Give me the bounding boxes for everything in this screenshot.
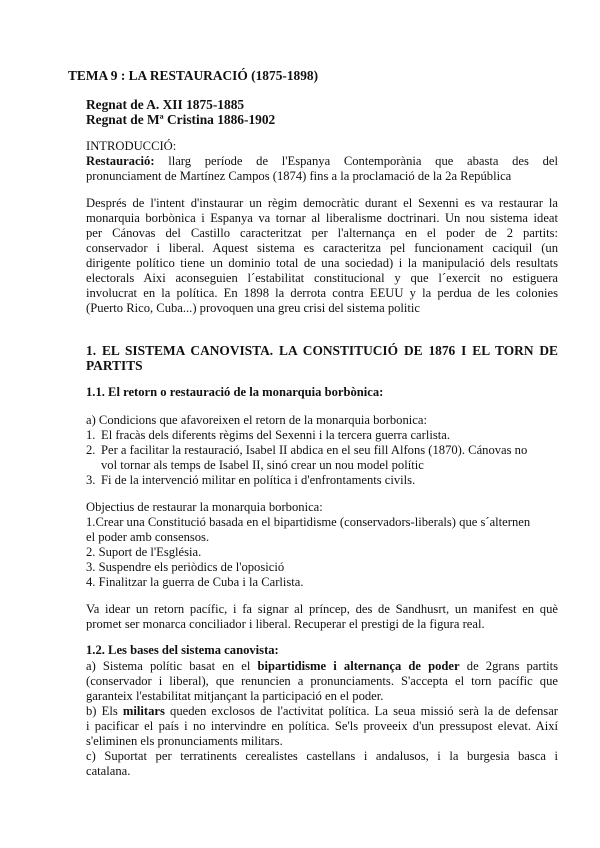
paragraph-line: Després de l'intent d'instaurar un règim democràtic durant el Sexenni es va restaurar la [86,196,558,210]
condition-number: 2. [86,443,96,457]
bases-a-bold: bipartidisme i alternança de poder [257,659,460,673]
bases-a-pre: a) Sistema polític basat en el [86,659,251,673]
intro-definition-line-2: pronunciament de Martínez Campos (1874) fins a la proclamació de la 2a República [86,169,512,183]
intro-heading: INTRODUCCIÓ: [86,139,177,153]
objectives-intro: Objectius de restaurar la monarquia borbonica: [86,500,323,514]
section-1-heading-line-1: 1. EL SISTEMA CANOVISTA. LA CONSTITUCIÓ DE 1876 I EL TORN DE [86,343,558,358]
retorn-line: Va idear un retorn pacífic, i fa signar al príncep, des de Sandhusrt, un manifest en què [86,602,558,616]
condition-number: 3. [86,473,96,487]
condition-item [86,428,558,443]
retorn-line: promet ser monarca conciliador i liberal. Recuperar el prestigi de la figura real. [86,617,485,631]
bases-b-line-2: i pacificar el país i no intervindre en política. Se'ls proveeix d'un pressupost elevat. Així [86,719,558,733]
bases-c-line-2: catalana. [86,764,131,778]
intro-definition-line-1 [86,154,558,169]
objective-item: 4. Finalitzar la guerra de Cuba i la Carlista. [86,575,304,589]
bases-c-line-1: c) Suportat per terratinents cerealistes castellans i andalusos, i la burgesia basca i [86,749,558,763]
condition-text-continued: vol tornar als temps de Isabel II, sinó crear un nou model polític [101,458,424,472]
objective-item: 3. Suspendre els periòdics de l'oposició [86,560,285,574]
paragraph-line: electorals Aixi aconseguien l´estabilitat constitucional y que l´exercit no estiguera [86,271,558,285]
intro-def-1: llarg període de l'Espanya Contemporània que abasta des del [168,154,558,168]
subsection-1-2-heading: 1.2. Les bases del sistema canovista: [86,643,279,657]
bases-a-line-2: (conservador i liberal), que renuncien a pronunciaments. S'accepta el torn pacífic que [86,674,558,688]
bases-a-line-1 [86,659,558,674]
bases-a-line-3: garanteix l'estabilitat mitjançant la participació en el poder. [86,689,384,703]
paragraph-line: (Puerto Rico, Cuba...) provoquen una greu crisi del sistema politic [86,301,421,315]
bases-b-pre: b) Els [86,704,118,718]
bases-b-post: queden exclosos de l'activitat política. La seua missió serà la de defensar [170,704,558,718]
condition-item [86,443,558,458]
subsection-1-1-heading: 1.1. El retorn o restauració de la monarquia borbònica: [86,385,384,399]
page-title: TEMA 9 : LA RESTAURACIÓ (1875-1898) [68,68,319,83]
paragraph-line: per Cánovas del Castillo caracteritzat per l'alternança en el poder de 2 partits: [86,226,558,240]
objective-item: el poder amb consensos. [86,530,210,544]
bases-b-line-3: s'eliminen els pronunciaments militars. [86,734,283,748]
bases-b-bold: militars [122,704,165,718]
condition-number: 1. [86,428,96,442]
paragraph-line: monarquia borbònica i Espanya va tornar al liberalisme doctrinari. Un nou sistema ideat [86,211,558,225]
reign-maria-cristina: Regnat de Mª Cristina 1886-1902 [86,112,276,127]
paragraph-line: involucrat en la política. En 1898 la derrota contra EEUU y la perdua de les colonies [86,286,558,300]
bases-b-line-1 [86,704,558,719]
paragraph-line: conservador i liberal. Aquest sistema es caracteritza pel funcionament caciquil (un [86,241,558,255]
conditions-intro: a) Condicions que afavoreixen el retorn de la monarquia borbonica: [86,413,427,427]
bases-a-post: de 2grans partits [466,659,558,673]
intro-term: Restauració: [86,154,155,168]
section-1-heading-line-2: PARTITS [86,358,143,373]
condition-text: El fracàs dels diferents règims del Sexenni i la tercera guerra carlista. [101,428,450,442]
reign-alfonso: Regnat de A. XII 1875-1885 [86,97,245,112]
condition-text: Per a facilitar la restauració, Isabel II abdica en el seu fill Alfons (1870). Cánovas no [101,443,528,457]
objective-item: 1.Crear una Constitució basada en el bipartidisme (conservadors-liberals) que s´alternen [86,515,531,529]
condition-text: Fi de la intervenció militar en política i d'enfrontaments civils. [101,473,416,487]
objective-item: 2. Suport de l'Església. [86,545,202,559]
condition-item [86,473,558,488]
paragraph-line: dirigente político tiene un dominio total de una sociedad) i la manipulació dels resultats [86,256,558,270]
